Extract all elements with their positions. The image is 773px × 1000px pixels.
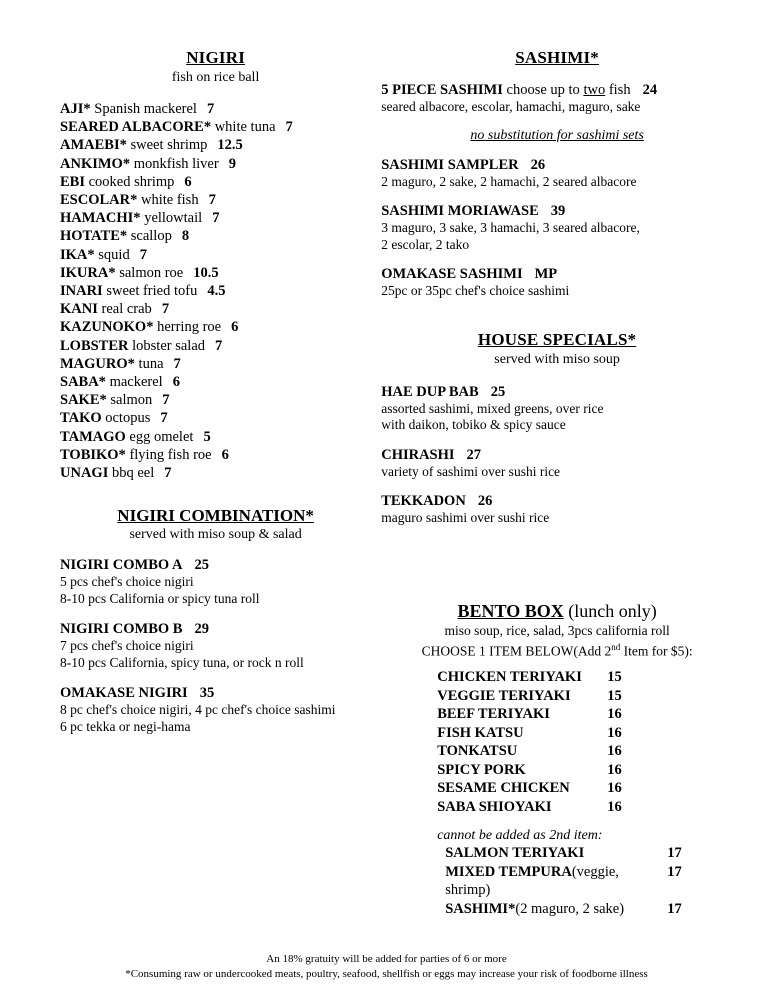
house-special-desc-1: maguro sashimi over sushi rice (381, 510, 550, 525)
bento-item (437, 779, 733, 798)
list-item (60, 355, 371, 373)
item-name: MAGURO* (60, 355, 135, 372)
item-price: 9 (228, 155, 236, 172)
item-desc: mackerel (109, 374, 163, 391)
sashimi-desc: seared albacore, escolar, hamachi, maguro, sake (381, 99, 641, 114)
item-desc: Spanish mackerel (94, 101, 197, 117)
item-desc: white tuna (214, 119, 276, 136)
combo-desc-1: 5 pcs chef's choice nigiri (60, 574, 194, 590)
bento-item-price: 17 (667, 845, 682, 861)
combo-head (60, 557, 371, 574)
list-item (60, 318, 371, 336)
house-specials-title: HOUSE SPECIALS* (477, 329, 637, 349)
bento-item-name: SABA SHIOYAKI (437, 798, 552, 815)
nigiri-section (60, 48, 371, 482)
combo-item (60, 557, 371, 607)
item-desc: tuna (138, 355, 164, 372)
bento-item-name (445, 863, 667, 900)
bento-choose-sup: nd (611, 641, 621, 652)
item-desc: salmon roe (119, 264, 184, 281)
item-name: ANKIMO* (60, 155, 131, 172)
item-name: IKURA* (60, 264, 116, 281)
combo-item (60, 621, 371, 671)
bento-item-name (445, 900, 667, 919)
bento-choose-pre: CHOOSE 1 ITEM BELOW(Add 2 (421, 643, 612, 658)
house-special-head (381, 384, 733, 401)
item-name: KAZUNOKO* (60, 319, 154, 336)
house-special-name: HAE DUP BAB (381, 383, 479, 400)
sashimi-price: 26 (530, 156, 546, 173)
item-desc: salmon (110, 392, 153, 409)
bento-item (437, 761, 733, 780)
combo-head (60, 685, 371, 702)
bento-item-name: FISH KATSU (437, 724, 524, 741)
sashimi-name: 5 PIECE SASHIMI (381, 82, 503, 98)
list-item (60, 409, 371, 427)
sashimi-head (381, 266, 733, 283)
list-item (60, 136, 371, 154)
combo-head (60, 621, 371, 638)
sashimi-price: 39 (550, 203, 566, 219)
bento-item-price: 16 (607, 706, 622, 722)
bento-item-price: 16 (607, 798, 622, 815)
bento-item-price: 16 (607, 743, 622, 759)
combo-name: NIGIRI COMBO B (60, 621, 183, 638)
sashimi-head (381, 203, 733, 220)
list-item (60, 155, 371, 173)
nigiri-combination-title: NIGIRI COMBINATION* (117, 506, 314, 526)
list-item (60, 428, 371, 446)
item-desc: egg omelet (129, 428, 194, 445)
house-special-price: 26 (477, 493, 493, 509)
item-name: TAKO (60, 410, 102, 427)
item-price: 12.5 (217, 137, 243, 154)
list-item (60, 337, 371, 355)
combo-price: 35 (199, 685, 215, 702)
list-item (60, 300, 371, 318)
house-special-head (381, 447, 733, 464)
sashimi-name: SASHIMI MORIAWASE (381, 203, 539, 219)
item-price: 7 (173, 355, 181, 372)
list-item (60, 227, 371, 245)
sashimi-head (381, 82, 733, 99)
house-specials-section (381, 330, 733, 527)
house-special-desc-1: assorted sashimi, mixed greens, over rice (381, 400, 604, 416)
bento-item-label: SASHIMI* (445, 900, 516, 917)
item-desc: herring roe (157, 319, 222, 336)
house-special-name: TEKKADON (381, 493, 466, 509)
bento-item-price: 17 (667, 863, 682, 880)
item-price: 7 (164, 465, 172, 482)
item-name: SAKE* (60, 392, 107, 409)
combo-desc-2: 8-10 pcs California or spicy tuna roll (60, 590, 260, 606)
item-desc: sweet shrimp (130, 137, 208, 154)
bento-item-price: 15 (607, 687, 622, 704)
item-desc: bbq eel (111, 465, 155, 482)
sashimi-head (381, 157, 733, 174)
bento-item-price: 16 (607, 761, 622, 778)
list-item (60, 173, 371, 191)
item-name: EBI (60, 173, 85, 190)
list-item (60, 246, 371, 264)
sashimi-item (381, 266, 733, 300)
list-item (60, 373, 371, 391)
sashimi-item (381, 203, 733, 253)
house-special-head (381, 493, 733, 510)
item-price: 7 (285, 119, 293, 136)
footer-gratuity-line: An 18% gratuity will be added for parties of 6 or more (266, 953, 507, 965)
bento-item-price: 15 (607, 669, 622, 685)
footer-disclaimer-line: *Consuming raw or undercooked meats, poultry, seafood, shellfish or eggs may increase your risk of foodborne illness (125, 968, 648, 980)
house-special-price: 25 (490, 383, 506, 400)
item-desc: squid (98, 246, 130, 263)
sashimi-desc-1: 3 maguro, 3 sake, 3 hamachi, 3 seared albacore, (381, 220, 640, 235)
item-desc: lobster salad (132, 337, 206, 354)
item-price: 10.5 (193, 264, 219, 281)
item-price: 8 (181, 228, 190, 245)
item-price: 7 (161, 301, 170, 318)
combo-desc-2: 8-10 pcs California, spicy tuna, or rock n roll (60, 654, 304, 670)
bento-item-price: 16 (607, 780, 622, 796)
menu-columns (40, 48, 733, 918)
bento-item (437, 900, 733, 919)
list-item (60, 100, 371, 118)
house-special-item (381, 447, 733, 481)
sashimi-item (381, 157, 733, 191)
sashimi-title: SASHIMI* (515, 48, 599, 67)
item-name: TOBIKO* (60, 446, 126, 463)
sashimi-five-piece (381, 82, 733, 116)
item-name: HAMACHI* (60, 210, 141, 227)
item-price: 4.5 (207, 283, 226, 300)
house-special-price: 27 (466, 446, 482, 463)
sashimi-choose-post: fish (605, 82, 631, 98)
bento-item-paren: (2 maguro, 2 sake) (515, 900, 625, 917)
item-name: HOTATE* (60, 228, 128, 245)
item-desc: white fish (140, 192, 199, 209)
item-desc: monkfish liver (133, 155, 219, 172)
sashimi-choose-pre: choose up to (506, 82, 584, 98)
item-price: 7 (162, 392, 170, 409)
right-column (371, 48, 733, 918)
item-price: 7 (215, 337, 223, 354)
item-desc: yellowtail (144, 210, 203, 227)
house-special-desc-2: with daikon, tobiko & spicy sauce (381, 417, 566, 432)
sashimi-desc-1: 2 maguro, 2 sake, 2 hamachi, 2 seared albacore (381, 173, 637, 189)
sashimi-price: 24 (642, 82, 658, 98)
item-desc: sweet fried tofu (106, 283, 198, 300)
house-special-item (381, 493, 733, 527)
house-special-item (381, 384, 733, 434)
item-desc: scallop (130, 228, 172, 245)
bento-item (437, 844, 733, 863)
item-name: UNAGI (60, 465, 109, 482)
combo-name: NIGIRI COMBO A (60, 557, 183, 574)
item-desc: real crab (101, 301, 152, 318)
left-column (40, 48, 371, 918)
bento-restriction-note: cannot be added as 2nd item: (437, 828, 603, 843)
list-item (60, 464, 371, 482)
nigiri-title: NIGIRI (186, 48, 246, 67)
bento-item (437, 705, 733, 724)
bento-item-name: SPICY PORK (437, 761, 526, 778)
sashimi-no-substitution-note: no substitution for sashimi sets (470, 127, 644, 143)
item-price: 6 (184, 173, 192, 190)
nigiri-combination-section (60, 506, 371, 735)
house-special-name: CHIRASHI (381, 446, 455, 463)
combo-price: 25 (194, 557, 209, 574)
sashimi-choose-count: two (583, 82, 606, 98)
item-name: AJI* (60, 101, 91, 117)
combo-name: OMAKASE NIGIRI (60, 685, 188, 702)
sashimi-name: SASHIMI SAMPLER (381, 156, 519, 173)
bento-item-label: MIXED TEMPURA (445, 863, 572, 880)
list-item (60, 264, 371, 282)
item-name: TAMAGO (60, 428, 126, 445)
item-desc: flying fish roe (129, 446, 212, 463)
nigiri-combination-subtitle: served with miso soup & salad (129, 527, 302, 543)
bento-box-section (381, 601, 733, 919)
bento-item-name: CHICKEN TERIYAKI (437, 669, 582, 685)
item-price: 7 (212, 210, 220, 227)
bento-item-name: VEGGIE TERIYAKI (437, 687, 571, 704)
bento-title (381, 601, 733, 622)
item-name: SEARED ALBACORE* (60, 119, 212, 136)
sashimi-name: OMAKASE SASHIMI (381, 266, 523, 282)
item-name: AMAEBI* (60, 137, 127, 154)
item-name: ESCOLAR* (60, 192, 138, 209)
bento-item-price: 16 (607, 724, 622, 741)
item-price: 5 (203, 428, 211, 445)
sashimi-section (381, 48, 733, 300)
bento-title-text: BENTO BOX (457, 600, 564, 621)
bento-item-list-2 (381, 844, 733, 918)
bento-item-name: BEEF TERIYAKI (437, 706, 550, 722)
combo-desc-1: 7 pcs chef's choice nigiri (60, 638, 194, 654)
item-price: 6 (172, 374, 180, 391)
sashimi-price: MP (534, 266, 558, 282)
list-item (60, 391, 371, 409)
nigiri-subtitle: fish on rice ball (171, 70, 260, 85)
list-item (60, 446, 371, 464)
item-name: INARI (60, 283, 103, 300)
item-name: LOBSTER (60, 337, 129, 354)
item-desc: cooked shrimp (88, 173, 175, 190)
bento-item-list (381, 668, 733, 816)
item-name: SABA* (60, 374, 106, 391)
bento-item-paren: (veggie, shrimp) (445, 863, 619, 898)
bento-item (437, 742, 733, 761)
bento-item-price: 17 (667, 900, 682, 917)
bento-choose-post: Item for $5): (620, 643, 693, 658)
item-price: 7 (139, 246, 147, 263)
bento-item-name: TONKATSU (437, 743, 518, 759)
bento-item (437, 798, 733, 817)
item-name: IKA* (60, 246, 95, 263)
combo-price: 29 (194, 621, 209, 638)
bento-item (437, 863, 733, 900)
bento-item-name: SESAME CHICKEN (437, 780, 570, 796)
bento-item (437, 724, 733, 743)
bento-lunch-only: (lunch only) (563, 600, 657, 621)
bento-choose-line (381, 639, 733, 660)
list-item (60, 282, 371, 300)
item-price: 7 (208, 192, 216, 209)
sashimi-desc-1: 25pc or 35pc chef's choice sashimi (381, 283, 570, 298)
item-price: 7 (160, 410, 168, 427)
bento-includes: miso soup, rice, salad, 3pcs california roll (444, 622, 670, 638)
list-item (60, 118, 371, 136)
list-item (60, 209, 371, 227)
item-price: 7 (206, 101, 215, 117)
item-price: 6 (231, 319, 239, 336)
item-price: 6 (221, 446, 229, 463)
item-desc: octopus (105, 410, 151, 427)
bento-item-name (445, 844, 667, 863)
house-special-desc-1: variety of sashimi over sushi rice (381, 463, 561, 479)
house-specials-subtitle: served with miso soup (494, 351, 620, 367)
bento-item (437, 687, 733, 706)
item-name: KANI (60, 301, 98, 318)
bento-item-label: SALMON TERIYAKI (445, 845, 585, 861)
combo-desc-1: 8 pc chef's choice nigiri, 4 pc chef's choice sashimi (60, 702, 336, 718)
sashimi-desc-2: 2 escolar, 2 tako (381, 236, 470, 252)
list-item (60, 191, 371, 209)
combo-desc-2: 6 pc tekka or negi-hama (60, 718, 191, 734)
combo-item (60, 685, 371, 735)
nigiri-item-list (60, 100, 371, 482)
footer (0, 952, 773, 982)
bento-item (437, 668, 733, 687)
